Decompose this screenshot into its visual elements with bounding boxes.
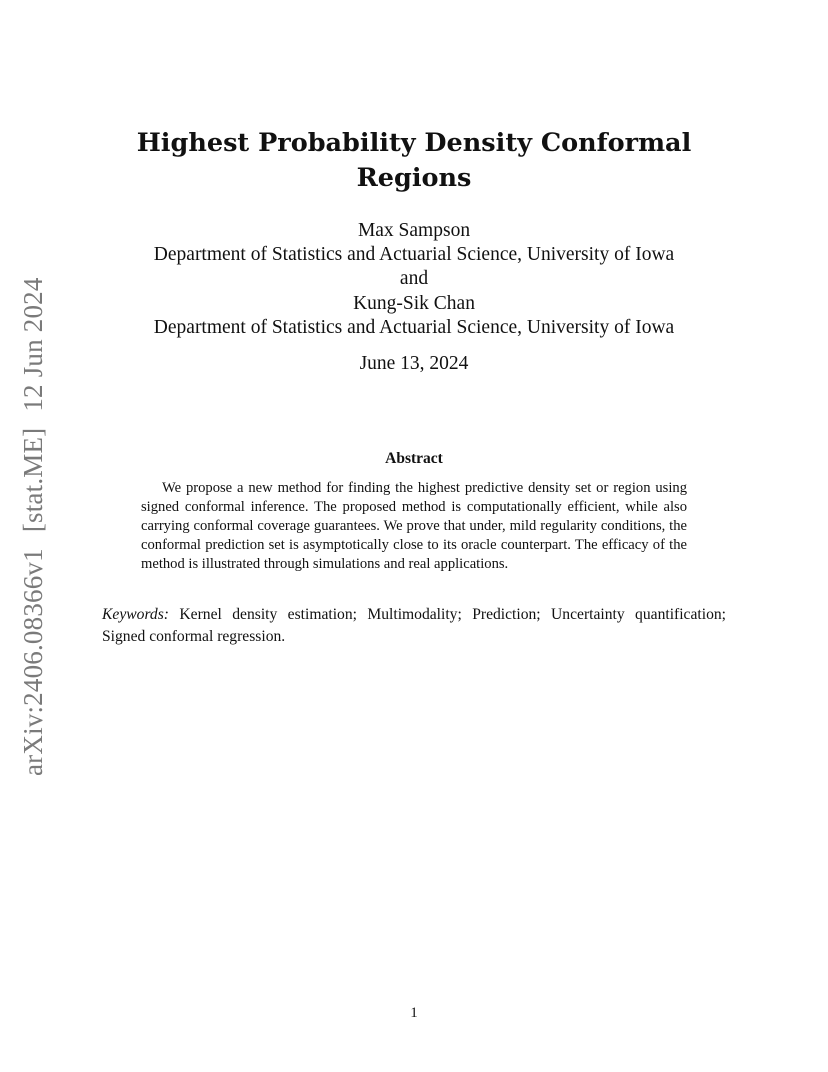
page-number: 1 bbox=[410, 1005, 418, 1021]
author-1-affiliation: Department of Statistics and Actuarial Science, University of Iowa bbox=[153, 244, 675, 266]
title-line-1: Highest Probability Density Conformal bbox=[136, 128, 692, 158]
abstract-body: We propose a new method for finding the highest predictive density set or region using signed conformal inference. The proposed method is computationally efficient, while also carrying conformal coverage guarantees. We prove that under, mild regularity conditions, the conformal prediction set is asymptotically close to its oracle counterpart. The efficacy of the method is illustrated through simulations and real applications. bbox=[141, 480, 687, 572]
arxiv-id: arXiv:2406.08366v1 bbox=[18, 548, 48, 776]
arxiv-category: [stat.ME] bbox=[18, 427, 48, 533]
author-1-name: Max Sampson bbox=[357, 220, 471, 241]
keywords-paragraph bbox=[102, 604, 726, 648]
author-2-name: Kung-Sik Chan bbox=[353, 292, 475, 314]
title-line-2: Regions bbox=[356, 163, 472, 193]
author-2-affiliation: Department of Statistics and Actuarial Science, University of Iowa bbox=[153, 316, 675, 338]
author-conjunction: and bbox=[399, 268, 429, 290]
arxiv-date: 12 Jun 2024 bbox=[18, 277, 48, 412]
keywords-label: Keywords: bbox=[102, 606, 169, 623]
arxiv-sidebar-stamp bbox=[18, 266, 49, 776]
paper-date: June 13, 2024 bbox=[359, 353, 469, 374]
keywords-text: Kernel density estimation; Multimodality; Prediction; Uncertainty quantification; Signed conformal regression. bbox=[102, 606, 726, 645]
author-block bbox=[90, 219, 738, 340]
paper-title bbox=[100, 126, 728, 196]
abstract-heading: Abstract bbox=[385, 450, 443, 467]
